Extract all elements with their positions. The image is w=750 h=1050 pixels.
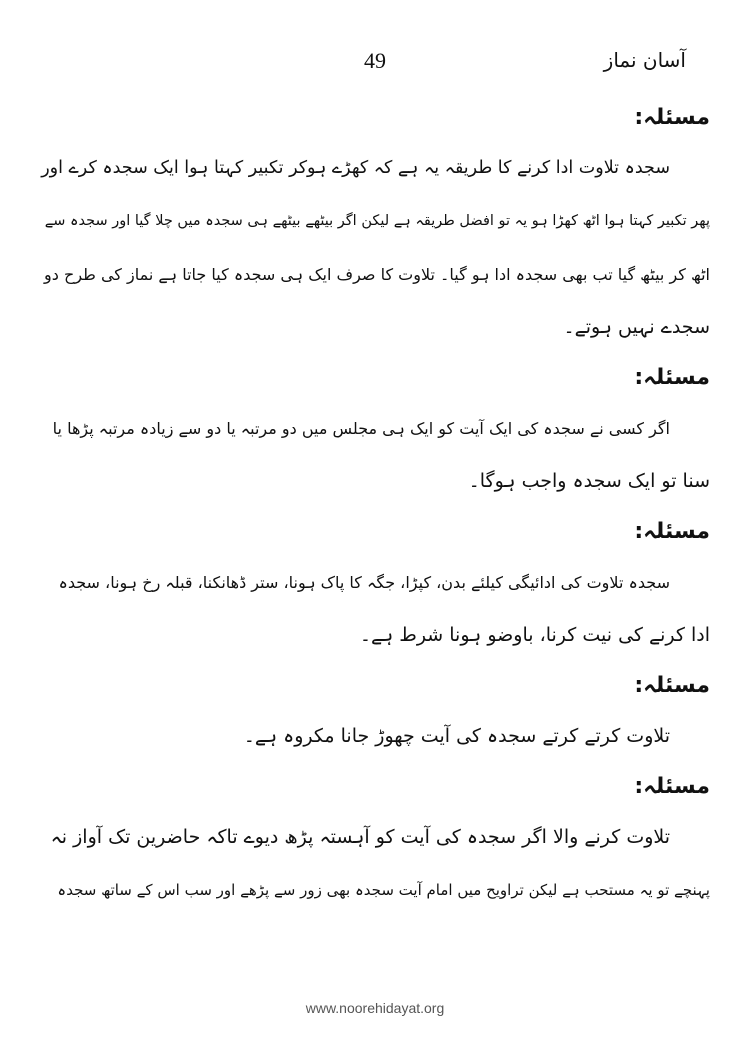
section-paragraph [40, 556, 710, 662]
footer-website: www.noorehidayat.org [305, 1000, 445, 1016]
page-number: 49 [364, 48, 386, 73]
section-2 [40, 364, 710, 508]
section-paragraph [40, 402, 710, 508]
paragraph-line: تلاوت کرتے کرتے سجدہ کی آیت چھوڑ جانا مکروہ ہے۔ [243, 725, 670, 747]
paragraph-line: اگر کسی نے سجدہ کی ایک آیت کو ایک ہی مجلس میں دو مرتبہ یا دو سے زیادہ مرتبہ پڑھا یا [52, 419, 670, 438]
section-heading: مسئلہ: [634, 519, 710, 544]
section-5 [40, 773, 710, 917]
section-paragraph [40, 811, 710, 917]
section-paragraph [40, 710, 710, 763]
section-paragraph [40, 142, 710, 354]
paragraph-line: سجدہ تلاوت ادا کرنے کا طریقہ یہ ہے کہ کھڑے ہوکر تکبیر کہتا ہوا ایک سجدہ کرے اور [41, 158, 670, 178]
page-content [40, 100, 710, 927]
section-heading: مسئلہ: [634, 774, 710, 799]
section-heading: مسئلہ: [634, 365, 710, 390]
paragraph-line: تلاوت کرنے والا اگر سجدہ کی آیت کو آہستہ پڑھ دیوے تاکہ حاضرین تک آواز نہ [50, 826, 670, 848]
paragraph-line: اٹھ کر بیٹھ گیا تب بھی سجدہ ادا ہو گیا۔ تلاوت کا صرف ایک ہی سجدہ کیا جاتا ہے نماز کی طرح دو [44, 265, 710, 284]
header-book-title: آسان نماز [603, 48, 686, 72]
paragraph-line: پھر تکبیر کہتا ہوا اٹھ کھڑا ہو یہ تو افضل طریقہ ہے لیکن اگر بیٹھے بیٹھے ہی سجدہ میں چلا گیا اور سجدہ سے [44, 213, 710, 229]
section-heading: مسئلہ: [634, 105, 710, 130]
paragraph-line: سنا تو ایک سجدہ واجب ہوگا۔ [468, 470, 710, 492]
section-4 [40, 672, 710, 763]
paragraph-line: سجدے نہیں ہوتے۔ [563, 316, 710, 338]
section-1 [40, 104, 710, 354]
paragraph-line: ادا کرنے کی نیت کرنا، باوضو ہونا شرط ہے۔ [359, 624, 710, 646]
section-3 [40, 518, 710, 662]
paragraph-line: پہنچے تو یہ مستحب ہے لیکن تراویح میں امام آیت سجدہ بھی زور سے پڑھے اور سب اس کے ساتھ سجدہ [57, 881, 710, 899]
paragraph-line: سجدہ تلاوت کی ادائیگی کیلئے بدن، کپڑا، جگہ کا پاک ہونا، ستر ڈھانکنا، قبلہ رخ ہونا، سجدہ [58, 573, 670, 592]
section-heading: مسئلہ: [634, 673, 710, 698]
